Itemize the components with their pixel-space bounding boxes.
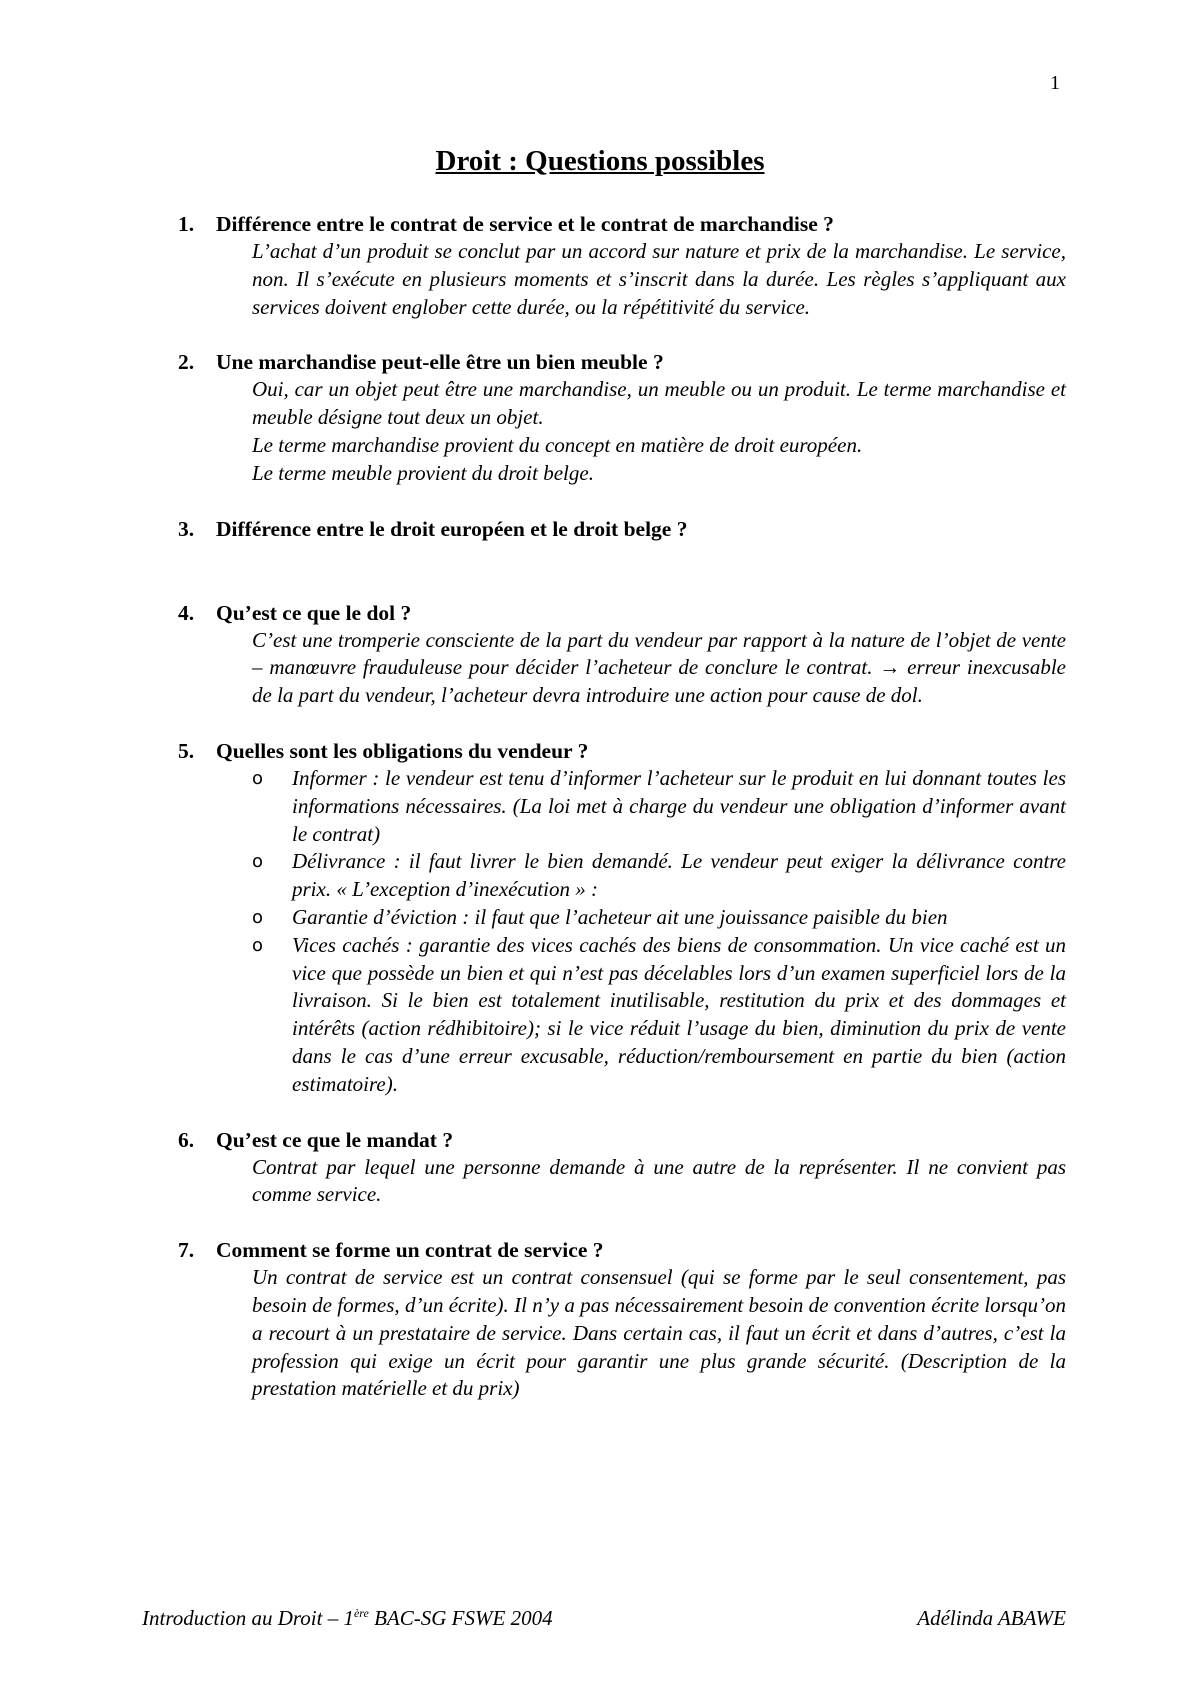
- footer-course-suffix: BAC-SG FSWE 2004: [368, 1606, 553, 1630]
- question-heading: [178, 348, 1066, 376]
- answer-paragraph: Oui, car un objet peut être une marchandise, un meuble ou un produit. Le terme marchandise et meuble désigne tout deux un objet.: [252, 377, 1066, 430]
- question-heading: [178, 737, 1066, 765]
- question-item: [178, 737, 1066, 1099]
- question-text: Quelles sont les obligations du vendeur ?: [216, 738, 589, 763]
- page-title: Droit : Questions possibles: [435, 145, 765, 177]
- obligation-list: [252, 765, 1066, 1099]
- list-item-text: Informer : le vendeur est tenu d’informer l’acheteur sur le produit en lui donnant toutes les informations nécessaires. (La loi met à charge du vendeur une obligation d’informer avant le contrat): [292, 765, 1066, 846]
- question-item: [178, 599, 1066, 710]
- list-item: [252, 932, 1066, 1099]
- question-number: 3.: [178, 516, 195, 541]
- list-item-text: Garantie d’éviction : il faut que l’acheteur ait une jouissance paisible du bien: [292, 904, 948, 929]
- list-item: [252, 904, 1066, 932]
- question-item: [178, 210, 1066, 321]
- bullet-circle-icon: o: [252, 906, 264, 928]
- answer-paragraph: Contrat par lequel une personne demande à une autre de la représenter. Il ne convient pas comme service.: [252, 1154, 1066, 1207]
- bullet-circle-icon: o: [252, 767, 264, 789]
- question-item: [178, 348, 1066, 487]
- question-text: Différence entre le droit européen et le droit belge ?: [216, 516, 688, 541]
- bullet-circle-icon: o: [252, 934, 264, 956]
- question-number: 2.: [178, 350, 195, 375]
- list-item-text: Délivrance : il faut livrer le bien demandé. Le vendeur peut exiger la délivrance contre prix. « L’exception d’inexécution » :: [292, 849, 1066, 902]
- answer-block: [252, 1154, 1066, 1210]
- question-number: 4.: [178, 600, 195, 625]
- question-text: Une marchandise peut-elle être un bien meuble ?: [216, 350, 664, 375]
- list-item-text: Vices cachés : garantie des vices cachés des biens de consommation. Un vice caché est un vice que possède un bien et qui n’est pas décelables lors d’un examen superficiel lors de la livraison. Si le bien est totalement inutilisable, restitution du prix et des dommages et intérêts (action rédhibitoire); si le vice réduit l’usage du bien, diminution du prix de vente dans le cas d’une erreur excusable, réduction/remboursement en partie du bien (action estimatoire).: [292, 932, 1066, 1096]
- footer-course-superscript: ère: [353, 1606, 369, 1620]
- footer-course: [142, 1606, 553, 1631]
- page-number: 1: [1050, 72, 1060, 94]
- question-item: [178, 1126, 1066, 1210]
- answer-paragraph: L’achat d’un produit se conclut par un accord sur nature et prix de la marchandise. Le service, non. Il s’exécute en plusieurs moments et s’inscrit dans la durée. Les règles s’appliquant aux services doivent englober cette durée, ou la répétitivité du service.: [252, 239, 1066, 319]
- question-heading: [178, 1236, 1066, 1264]
- footer-course-prefix: Introduction au Droit – 1: [142, 1606, 354, 1630]
- answer-block: [252, 627, 1066, 710]
- question-heading: [178, 210, 1066, 238]
- question-text: Qu’est ce que le mandat ?: [216, 1127, 454, 1152]
- question-heading: [178, 1126, 1066, 1154]
- question-number: 7.: [178, 1238, 195, 1263]
- question-text: Différence entre le contrat de service et le contrat de marchandise ?: [216, 212, 834, 236]
- question-text: Comment se forme un contrat de service ?: [216, 1238, 604, 1263]
- list-item: [252, 765, 1066, 848]
- answer-paragraph: Le terme marchandise provient du concept en matière de droit européen.: [252, 432, 863, 457]
- question-heading: [178, 515, 1066, 543]
- question-list: [178, 210, 1066, 1403]
- question-item: [178, 515, 1066, 543]
- answer-block: [252, 238, 1066, 321]
- question-text: Qu’est ce que le dol ?: [216, 600, 412, 625]
- question-number: 6.: [178, 1127, 195, 1152]
- answer-paragraph: C’est une tromperie consciente de la part du vendeur par rapport à la nature de l’objet de vente – manœuvre frauduleuse pour décider l’acheteur de conclure le contrat. → erreur inexcusable de la part du vendeur, l’acheteur devra introduire une action pour cause de dol.: [252, 627, 1066, 708]
- question-item: [178, 1236, 1066, 1403]
- list-item: [252, 848, 1066, 904]
- answer-paragraph: Le terme meuble provient du droit belge.: [252, 460, 594, 485]
- answer-block: [252, 1264, 1066, 1403]
- answer-paragraph: Un contrat de service est un contrat consensuel (qui se forme par le seul consentement, pas besoin de formes, d’un écrite). Il n’y a pas nécessairement besoin de convention écrite lorsqu’on a recourt à un prestataire de service. Dans certain cas, il faut un écrit et dans d’autres, c’est la profession qui exige un écrit pour garantir une plus grande sécurité. (Description de la prestation matérielle et du prix): [252, 1265, 1066, 1401]
- footer-author: Adélinda ABAWE: [917, 1606, 1066, 1630]
- question-heading: [178, 599, 1066, 627]
- answer-block: [252, 376, 1066, 487]
- question-number: 5.: [178, 738, 195, 763]
- question-number: 1.: [178, 212, 195, 236]
- bullet-circle-icon: o: [252, 851, 264, 873]
